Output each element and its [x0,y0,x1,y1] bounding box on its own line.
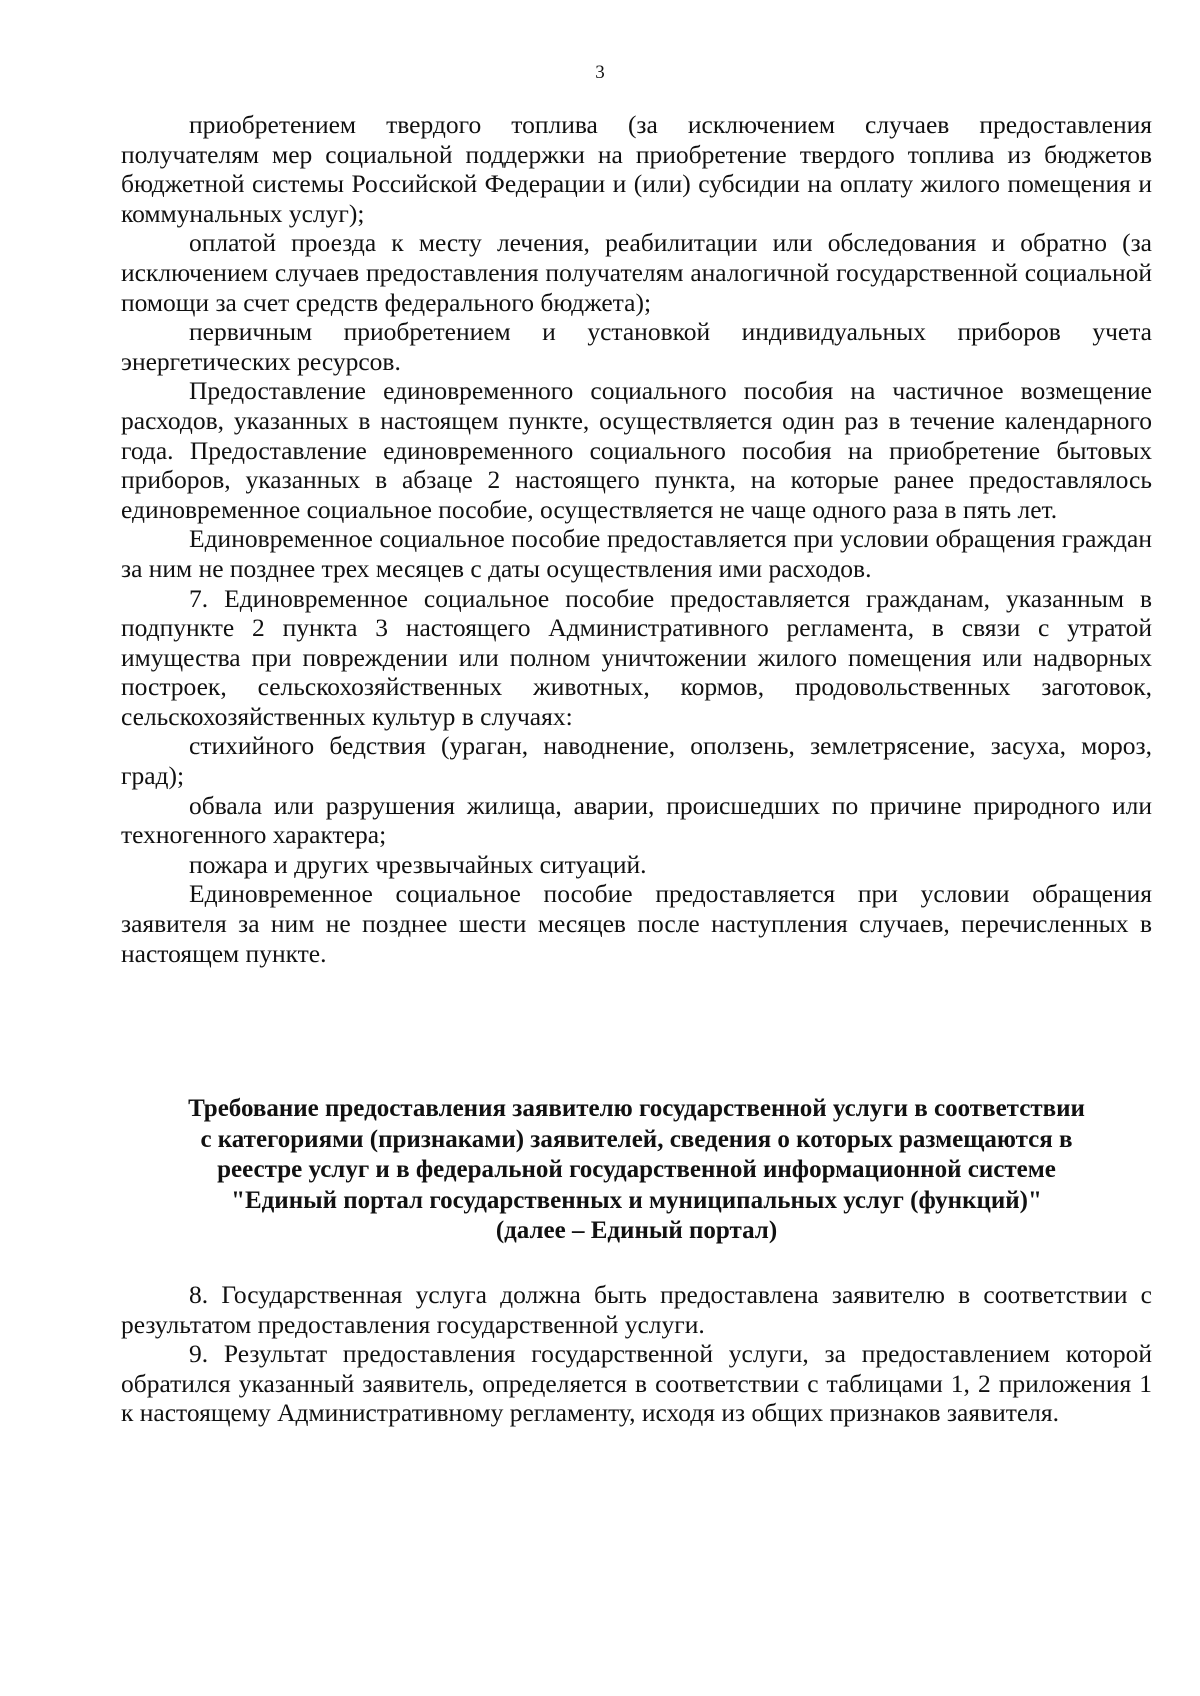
body-text-top [121,110,1152,968]
paragraph-item-8: 8. Государственная услуга должна быть предоставлена заявителю в соответствии с результатом предоставления государственной услуги. [121,1280,1152,1339]
paragraph-item-9: 9. Результат предоставления государственной услуги, за предоставлением которой обратился указанный заявитель, определяется в соответствии с таблицами 1, 2 приложения 1 к настоящему Административному регламенту, исходя из общих признаков заявителя. [121,1339,1152,1428]
paragraph-item-7: 7. Единовременное социальное пособие предоставляется гражданам, указанным в подпункте 2 пункта 3 настоящего Административного регламента, в связи с утратой имущества при повреждении или полном уничтожении жилого помещения или надворных построек, сельскохозяйственных животных, кормов, продовольственных заготовок, сельскохозяйственных культур в случаях: [121,583,1152,731]
paragraph-collapse-accident: обвала или разрушения жилища, аварии, происшедших по причине природного или техногенного характера; [121,790,1152,850]
paragraph-benefit-frequency: Предоставление единовременного социального пособия на частичное возмещение расходов, указанных в настоящем пункте, осуществляется один раз в течение календарного года. Предоставление единовременного социального пособия на приобретение бытовых приборов, указанных в абзаце 2 настоящего пункта, на которые ранее предоставлялось единовременное социальное пособие, осуществляется не чаще одного раза в пять лет. [121,376,1152,524]
page-number: 3 [595,62,605,83]
section-heading-line: реестре услуг и в федеральной государственной информационной системе [217,1156,1056,1183]
section-heading-line: Требование предоставления заявителю государственной услуги в соответствии [188,1095,1085,1122]
paragraph-solid-fuel: приобретением твердого топлива (за исключением случаев предоставления получателям мер социальной поддержки на приобретение твердого топлива из бюджетов бюджетной системы Российской Федерации и (или) субсидии на оплату жилого помещения и коммунальных услуг); [121,110,1152,228]
paragraph-travel-payment: оплатой проезда к месту лечения, реабилитации или обследования и обратно (за исключением случаев предоставления получателям аналогичной государственной социальной помощи за счет средств федерального бюджета); [121,228,1152,317]
paragraph-metering-devices: первичным приобретением и установкой индивидуальных приборов учета энергетических ресурсов. [121,317,1152,376]
paragraph-natural-disaster: стихийного бедствия (ураган, наводнение, оползень, землетрясение, засуха, мороз, град); [121,731,1152,791]
section-heading-line: (далее – Единый портал) [495,1217,778,1244]
section-heading [121,1094,1152,1247]
section-heading-line: "Единый портал государственных и муниципальных услуг (функций)" [231,1186,1042,1214]
section-heading-line: с категориями (признаками) заявителей, сведения о которых размещаются в [200,1125,1073,1153]
paragraph-application-deadline-6-months: Единовременное социальное пособие предоставляется при условии обращения заявителя за ним не позднее шести месяцев после наступления случаев, перечисленных в настоящем пункте. [121,879,1152,968]
paragraph-fire-emergency: пожара и других чрезвычайных ситуаций. [189,849,647,879]
paragraph-application-deadline-3-months: Единовременное социальное пособие предоставляется при условии обращения граждан за ним не позднее трех месяцев с даты осуществления ими расходов. [121,524,1152,583]
body-text-bottom [121,1280,1152,1428]
